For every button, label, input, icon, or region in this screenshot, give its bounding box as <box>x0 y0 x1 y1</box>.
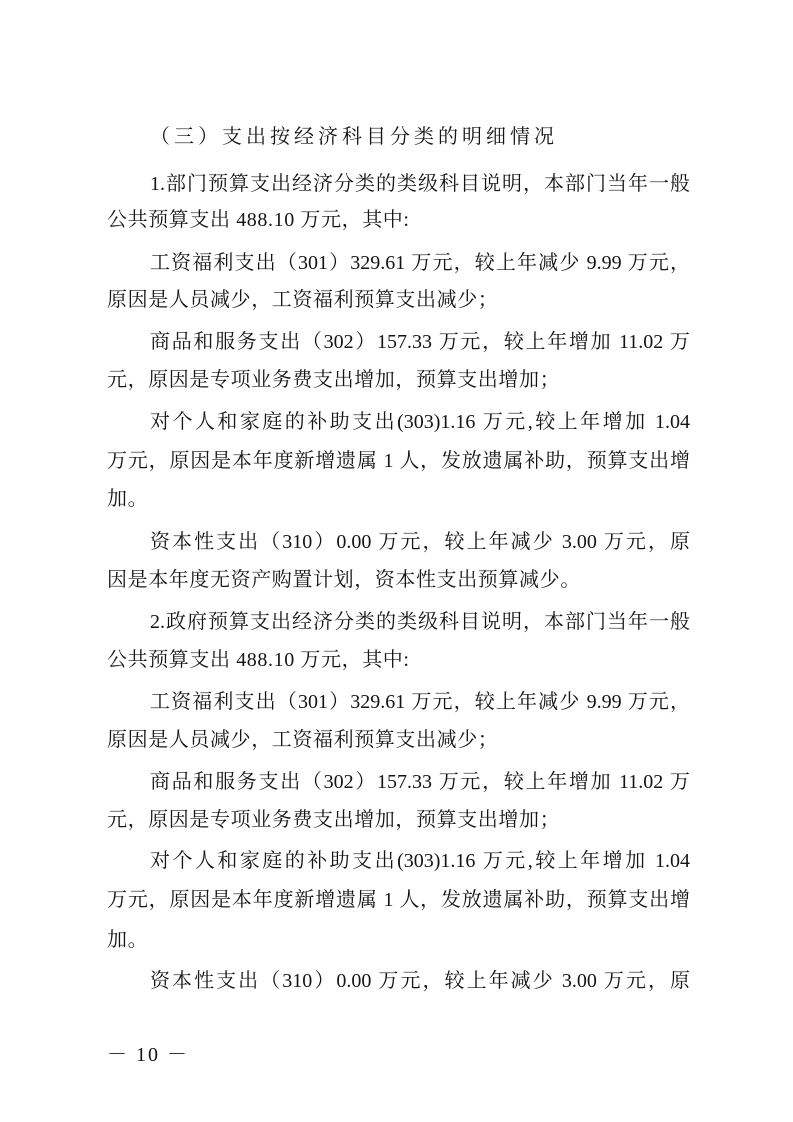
page-number: － 10 － <box>107 1044 189 1066</box>
paragraph-line: 资本性支出（310）0.00 万元，较上年减少 3.00 万元，原 <box>150 970 690 992</box>
paragraph-line: 原因是人员减少，工资福利预算支出减少； <box>107 289 499 311</box>
paragraph-line: 商品和服务支出（302）157.33 万元，较上年增加 11.02 万 <box>150 771 690 793</box>
paragraph-line: 因是本年度无资产购置计划，资本性支出预算减少。 <box>107 569 581 591</box>
paragraph-line: 对个人和家庭的补助支出(303)1.16 万元,较上年增加 1.04 <box>150 850 690 872</box>
paragraph-line: 加。 <box>107 929 149 951</box>
paragraph-line: 2.政府预算支出经济分类的类级科目说明，本部门当年一般 <box>150 611 690 633</box>
paragraph-line: 元，原因是专项业务费支出增加，预算支出增加； <box>107 809 561 831</box>
paragraph-line: 加。 <box>107 488 149 510</box>
paragraph-line: 万元，原因是本年度新增遗属 1 人，发放遗属补助，预算支出增 <box>107 889 690 911</box>
paragraph-line: 工资福利支出（301）329.61 万元，较上年减少 9.99 万元， <box>150 691 690 713</box>
paragraph-line: 商品和服务支出（302）157.33 万元，较上年增加 11.02 万 <box>150 331 690 353</box>
paragraph-line: 对个人和家庭的补助支出(303)1.16 万元,较上年增加 1.04 <box>150 411 690 433</box>
paragraph-line: 公共预算支出 488.10 万元，其中: <box>107 209 410 231</box>
paragraph-line: 万元，原因是本年度新增遗属 1 人，发放遗属补助，预算支出增 <box>107 450 690 472</box>
paragraph-line: 资本性支出（310）0.00 万元，较上年减少 3.00 万元，原 <box>150 531 690 553</box>
section-heading: （三）支出按经济科目分类的明细情况 <box>150 126 558 148</box>
paragraph-line: 元，原因是专项业务费支出增加，预算支出增加； <box>107 369 561 391</box>
paragraph-line: 原因是人员减少，工资福利预算支出减少； <box>107 729 499 751</box>
paragraph-line: 1.部门预算支出经济分类的类级科目说明，本部门当年一般 <box>150 173 690 195</box>
paragraph-line: 公共预算支出 488.10 万元，其中: <box>107 649 410 671</box>
paragraph-line: 工资福利支出（301）329.61 万元，较上年减少 9.99 万元， <box>150 252 690 274</box>
